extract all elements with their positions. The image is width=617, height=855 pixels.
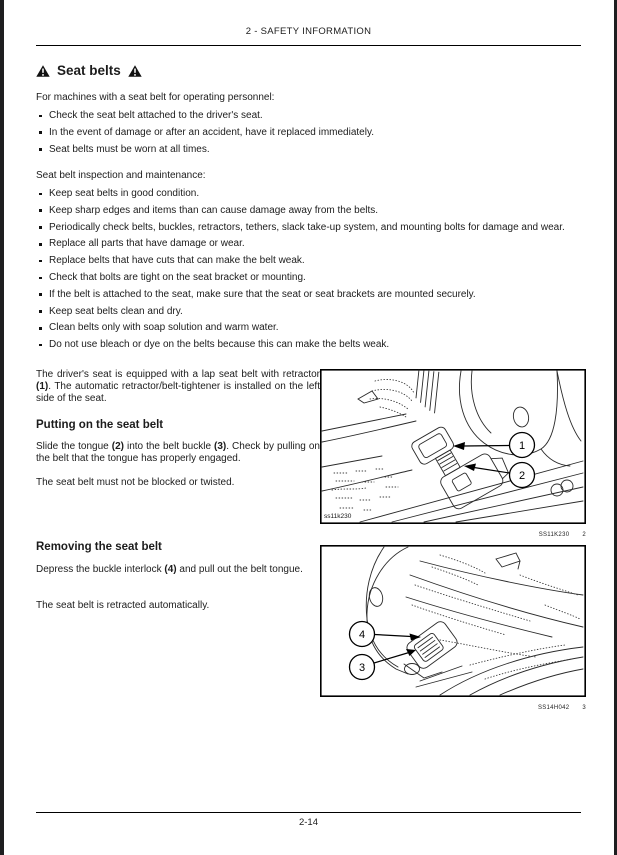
intro-text: For machines with a seat belt for operating personnel:: [36, 92, 275, 103]
figure-caption-number: 2: [582, 532, 586, 538]
putting-on-paragraph-2: The seat belt must not be blocked or twisted.: [36, 477, 235, 488]
svg-text:2: 2: [518, 470, 526, 482]
bullet-item: Replace belts that have cuts that can make the belt weak.: [36, 255, 581, 267]
figure-caption-code: SS11K230: [538, 532, 570, 538]
text-segment: and pull out the belt tongue.: [176, 564, 303, 575]
bullet-item: Check the seat belt attached to the driver's seat.: [36, 110, 581, 122]
text-segment: into the belt buckle: [123, 441, 215, 452]
bullet-item: Periodically check belts, buckles, retractors, tethers, slack take-up system, and mounting bolts for damage and wear.: [36, 222, 581, 234]
seat-illustration-release: [320, 545, 586, 697]
figure-caption: [320, 705, 586, 711]
usage-bullet-list: [36, 110, 581, 160]
text-segment: The driver's seat is equipped with a lap seat belt with retractor: [36, 369, 320, 380]
retractor-paragraph: [36, 369, 320, 406]
bullet-item: If the belt is attached to the seat, make sure that the seat or seat brackets are mounted securely.: [36, 289, 581, 301]
figure-caption: [320, 532, 586, 538]
svg-text:4: 4: [358, 629, 366, 641]
figure-release-seat-belt: [320, 545, 586, 711]
text-segment: . The automatic retractor/belt-tightener is installed on the left side of the seat.: [36, 381, 320, 405]
svg-text:1: 1: [518, 440, 526, 452]
putting-on-paragraph-1: [36, 441, 320, 465]
section-title-removing: Removing the seat belt: [36, 541, 162, 553]
figure-fasten-seat-belt: [320, 369, 586, 538]
text-segment: . Check by pulling on the belt that the tongue has properly engaged.: [36, 441, 320, 465]
bullet-item: Keep seat belts clean and dry.: [36, 306, 581, 318]
figure-inner-label: ss11k230: [324, 513, 352, 520]
bullet-item: Replace all parts that have damage or wear.: [36, 238, 581, 250]
warning-triangle-icon: [128, 65, 142, 77]
bold-reference: (1): [36, 381, 49, 393]
page-number: 2-14: [298, 817, 318, 828]
bullet-item: Keep seat belts in good condition.: [36, 188, 581, 200]
bullet-item: Check that bolts are tight on the seat bracket or mounting.: [36, 272, 581, 284]
bullet-item: Seat belts must be worn at all times.: [36, 144, 581, 156]
section-title-seat-belts: [36, 63, 142, 78]
bullet-item: Keep sharp edges and items than can cause damage away from the belts.: [36, 205, 581, 217]
seat-belts-heading-text: Seat belts: [57, 63, 121, 78]
text-segment: Slide the tongue: [36, 441, 112, 452]
text-segment: Depress the buckle interlock: [36, 564, 165, 575]
bold-reference: (4): [164, 564, 177, 575]
warning-triangle-icon: [36, 65, 50, 77]
section-title-putting-on: Putting on the seat belt: [36, 419, 164, 431]
header-rule: [36, 45, 581, 46]
figure-caption-number: 3: [582, 705, 586, 711]
bullet-item: In the event of damage or after an accident, have it replaced immediately.: [36, 127, 581, 139]
page-header-title: 2 - SAFETY INFORMATION: [245, 26, 372, 37]
maintenance-intro-text: Seat belt inspection and maintenance:: [36, 170, 206, 181]
figure-caption-code: SS14H042: [537, 705, 570, 711]
removing-paragraph-1: [36, 564, 320, 576]
scan-edge-left: [0, 0, 4, 855]
bold-reference: (3): [214, 441, 227, 452]
maintenance-bullet-list: [36, 188, 581, 356]
footer-rule: [36, 812, 581, 813]
bullet-item: Clean belts only with soap solution and warm water.: [36, 322, 581, 334]
bullet-item: Do not use bleach or dye on the belts because this can make the belts weak.: [36, 339, 581, 351]
svg-text:3: 3: [358, 662, 366, 674]
seat-illustration-fasten: [320, 369, 586, 524]
bold-reference: (2): [111, 441, 124, 452]
removing-paragraph-2: The seat belt is retracted automatically.: [36, 600, 210, 611]
